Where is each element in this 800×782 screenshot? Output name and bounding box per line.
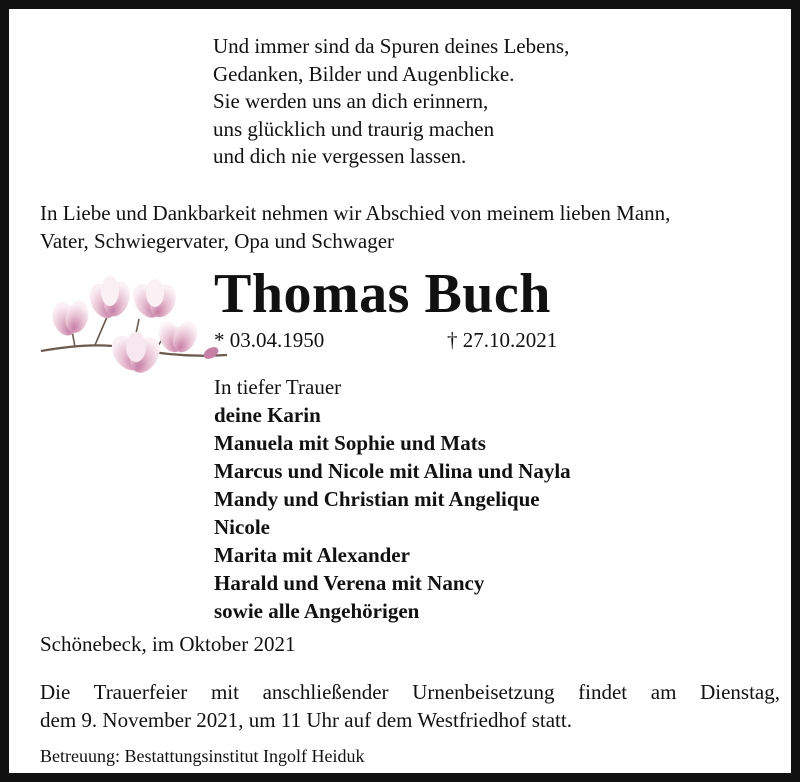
- intro-line: Vater, Schwiegervater, Opa und Schwager: [40, 228, 395, 253]
- mourner-name: Marcus und Nicole mit Alina und Nayla: [214, 459, 571, 483]
- blossom: [154, 318, 201, 356]
- poem-line: Gedanken, Bilder und Augenblicke.: [213, 61, 515, 86]
- mourner-name: Manuela mit Sophie und Mats: [214, 431, 486, 455]
- blossom: [48, 299, 92, 339]
- blossom: [85, 276, 135, 322]
- mourners-lead: In tiefer Trauer: [214, 375, 342, 399]
- poem-line: und dich nie vergessen lassen.: [213, 144, 467, 168]
- service-line: dem 9. November 2021, um 11 Uhr auf dem Westfriedhof statt.: [40, 708, 572, 732]
- poem-line: Und immer sind da Spuren deines Lebens,: [213, 34, 570, 58]
- memorial-poem: [213, 33, 569, 171]
- service-line: Die Trauerfeier mit anschließender Urnenbeisetzung findet am Dienstag,: [40, 680, 780, 704]
- deceased-name: Thomas Buch: [214, 263, 551, 325]
- mourner-name: Mandy und Christian mit Angelique: [214, 487, 540, 511]
- blossom: [128, 279, 181, 323]
- magnolia-branch-icon: [35, 271, 231, 383]
- funeral-home-credit: Betreuung: Bestattungsinstitut Ingolf Heiduk: [40, 746, 365, 766]
- poem-line: Sie werden uns an dich erinnern,: [213, 89, 489, 113]
- death-date: † 27.10.2021: [447, 328, 558, 352]
- place-and-date: Schönebeck, im Oktober 2021: [40, 632, 296, 656]
- mourner-name: Marita mit Alexander: [214, 543, 410, 567]
- intro-line: In Liebe und Dankbarkeit nehmen wir Abschied von meinem lieben Mann,: [40, 201, 671, 225]
- farewell-intro: [40, 200, 780, 255]
- funeral-service-info: [40, 678, 780, 734]
- blossom: [105, 330, 165, 378]
- mourner-name: sowie alle Angehörigen: [214, 599, 420, 623]
- mourner-name: deine Karin: [214, 403, 321, 427]
- mourner-name: Harald und Verena mit Nancy: [214, 571, 485, 595]
- mourners-list: [214, 373, 571, 625]
- mourner-name: Nicole: [214, 515, 270, 539]
- poem-line: uns glücklich und traurig machen: [213, 116, 495, 141]
- birth-date: * 03.04.1950: [214, 328, 325, 352]
